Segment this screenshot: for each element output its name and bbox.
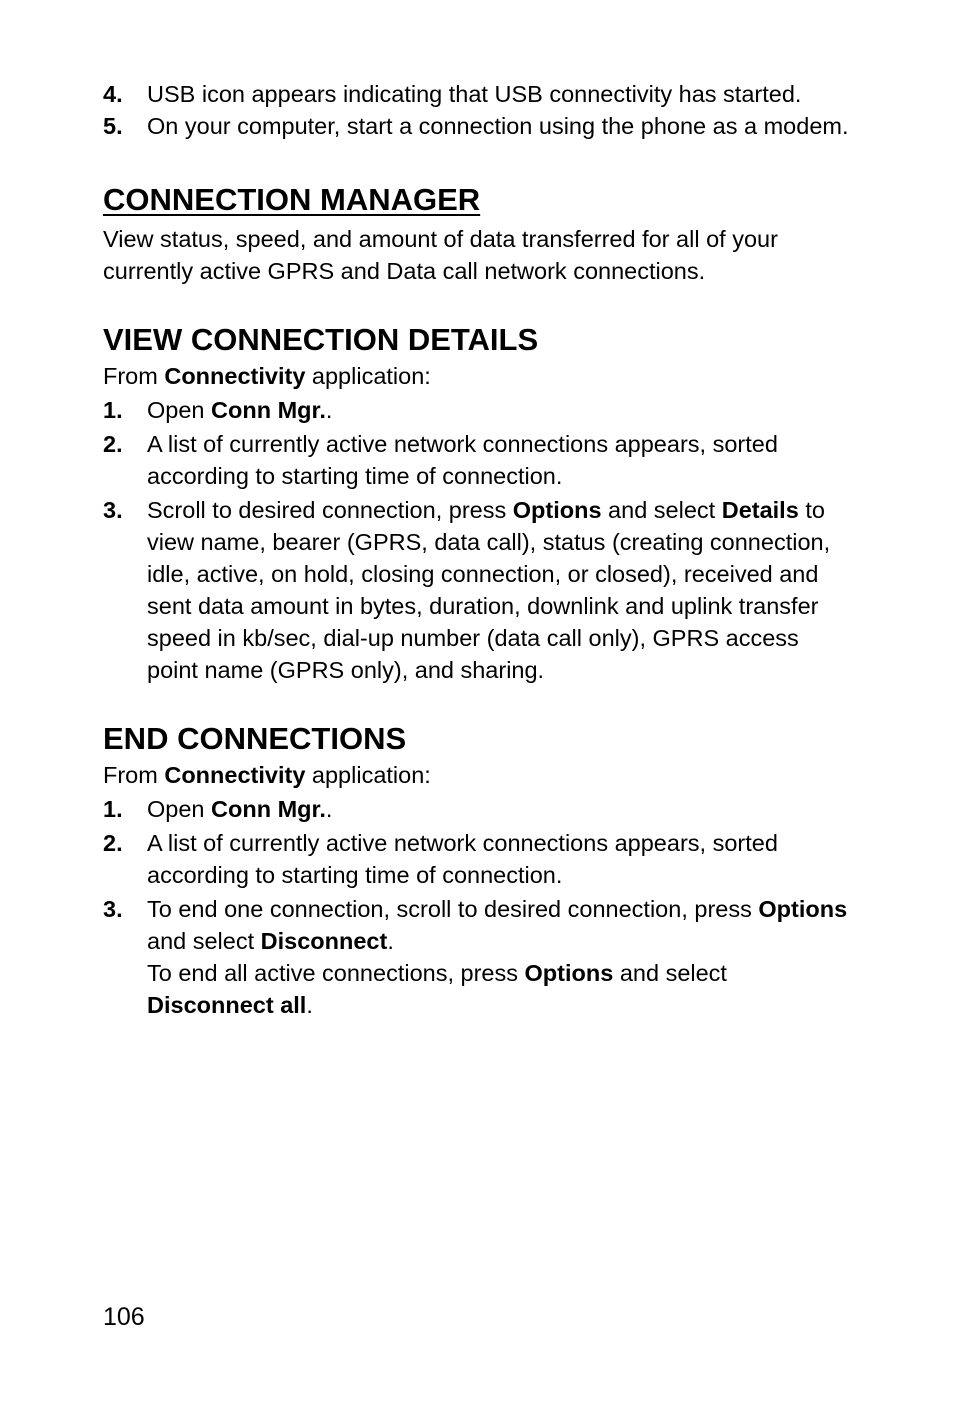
page-number: 106	[103, 1303, 145, 1331]
step-text: and select	[613, 960, 727, 986]
step-text: .	[387, 928, 394, 954]
manual-page	[103, 78, 853, 1021]
step-bold: Details	[721, 497, 799, 523]
end-connections-heading: END CONNECTIONS	[103, 721, 407, 756]
step-text: To end one connection, scroll to desired connection, press	[147, 896, 759, 922]
from-suffix: application:	[305, 363, 431, 389]
step-text: A list of currently active network connections appears, sorted according to starting time of connection.	[147, 431, 778, 489]
intro-step-4	[103, 78, 853, 110]
step-bold: Options	[524, 960, 614, 986]
step-bold: Options	[758, 896, 848, 922]
end-connections-step-1	[103, 793, 853, 825]
view-details-heading: VIEW CONNECTION DETAILS	[103, 322, 539, 357]
step-text: and select	[601, 497, 722, 523]
step-bold: Disconnect all	[147, 992, 307, 1018]
step-text: to view name, bearer (GPRS, data call), status (creating connection, idle, active, on hold, closing connection, or closed), received and sent data amount in bytes, duration, downlink and uplink transfer speed in kb/sec, dial-up number (data call only), GPRS access point name (GPRS only), and sharing.	[147, 497, 831, 683]
end-connections-from	[103, 759, 853, 791]
step-number: 3.	[103, 896, 123, 922]
step-text: .	[306, 992, 313, 1018]
step-text: To end all active connections, press	[147, 960, 525, 986]
step-bold: Disconnect	[260, 928, 388, 954]
end-connections-step-3	[103, 893, 853, 1021]
step-number: 3.	[103, 497, 123, 523]
from-app: Connectivity	[164, 363, 306, 389]
step-number: 1.	[103, 397, 123, 423]
step-number: 2.	[103, 431, 123, 457]
from-suffix: application:	[305, 762, 431, 788]
step-text: .	[325, 397, 333, 423]
step-number: 2.	[103, 830, 123, 856]
step-text: Open	[147, 397, 212, 423]
step-bold: Options	[512, 497, 602, 523]
from-prefix: From	[103, 762, 165, 788]
intro-step-5	[103, 110, 853, 142]
view-details-step-1	[103, 394, 853, 426]
step-text: A list of currently active network connections appears, sorted according to starting time of connection.	[147, 830, 778, 888]
step-text: and select	[147, 928, 261, 954]
from-app: Connectivity	[164, 762, 306, 788]
from-prefix: From	[103, 363, 165, 389]
step-number: 4.	[103, 81, 123, 107]
connection-manager-heading: CONNECTION MANAGER	[103, 182, 481, 217]
view-details-step-3	[103, 494, 853, 686]
view-details-step-2	[103, 428, 853, 492]
end-connections-step-2	[103, 827, 853, 891]
step-number: 1.	[103, 796, 123, 822]
step-bold: Conn Mgr.	[211, 796, 326, 822]
connection-manager-body: View status, speed, and amount of data transferred for all of your currently active GPRS and Data call network connections.	[103, 226, 778, 284]
step-bold: Conn Mgr.	[211, 397, 326, 423]
step-text: .	[325, 796, 333, 822]
step-text: Open	[147, 796, 212, 822]
step-number: 5.	[103, 113, 123, 139]
view-details-from	[103, 360, 853, 392]
step-text: USB icon appears indicating that USB connectivity has started.	[147, 81, 802, 107]
step-text: Scroll to desired connection, press	[147, 497, 513, 523]
step-text: On your computer, start a connection using the phone as a modem.	[147, 113, 849, 139]
